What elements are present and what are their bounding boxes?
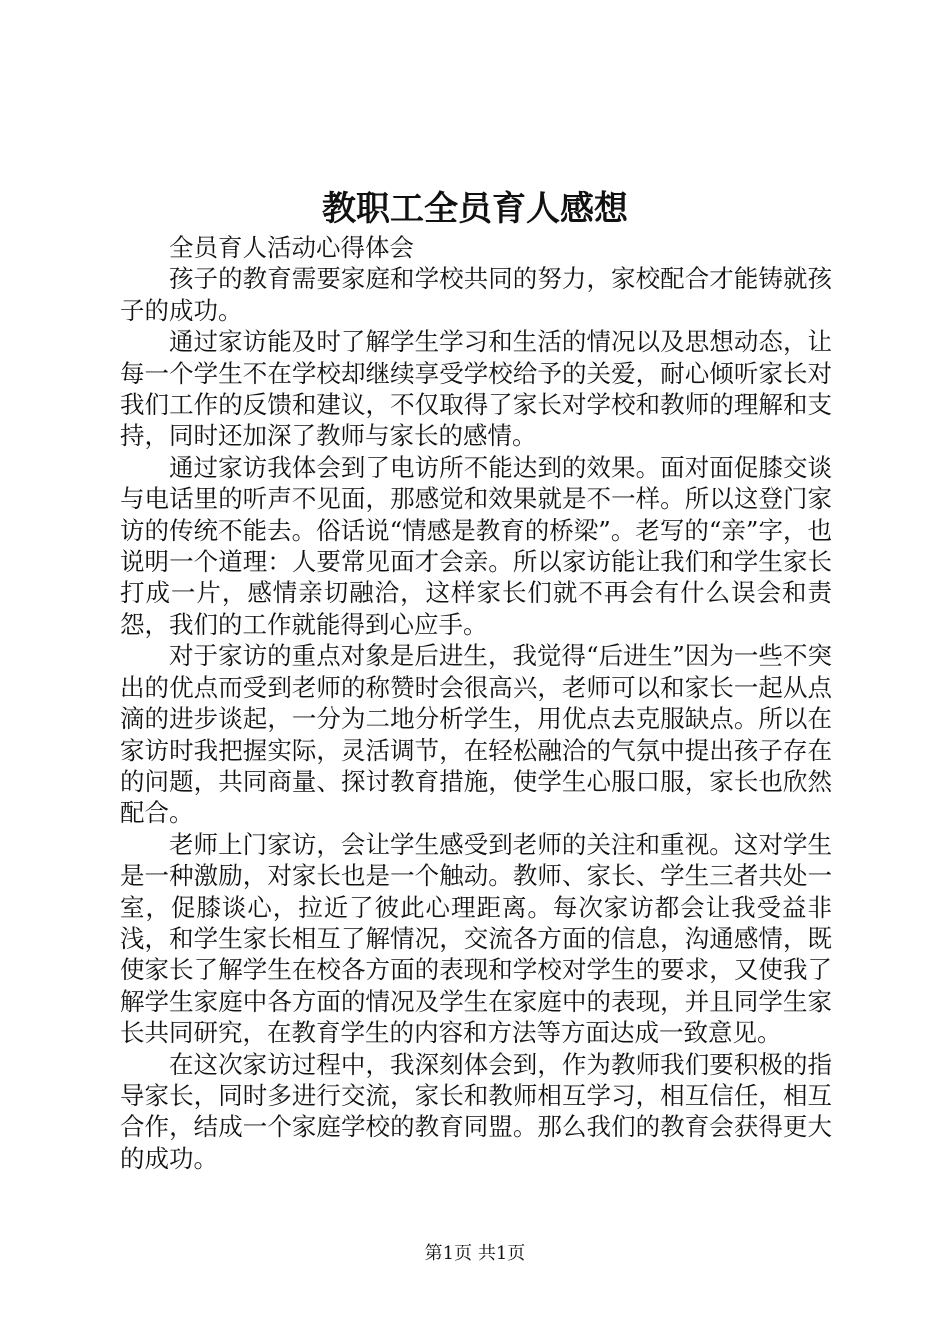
body-paragraph: 对于家访的重点对象是后进生，我觉得“后进生”因为一些不突出的优点而受到老师的称赞时会很高兴，老师可以和家长一起从点滴的进步谈起，一分为二地分析学生，用优点去克服缺点。所以在家访时我把握实际，灵活调节，在轻松融洽的气氛中提出孩子存在的问题，共同商量、探讨教育措施，使学生心服口服，家长也欣然配合。 <box>120 641 832 828</box>
body-paragraph: 在这次家访过程中，我深刻体会到，作为教师我们要积极的指导家长，同时多进行交流，家长和教师相互学习，相互信任，相互合作，结成一个家庭学校的教育同盟。那么我们的教育会获得更大的成功。 <box>120 1049 832 1173</box>
body-paragraph: 老师上门家访，会让学生感受到老师的关注和重视。这对学生是一种激励，对家长也是一个触动。教师、家长、学生三者共处一室，促膝谈心，拉近了彼此心理距离。每次家访都会让我受益非浅，和学生家长相互了解情况，交流各方面的信息，沟通感情，既使家长了解学生在校各方面的表现和学校对学生的要求，又使我了解学生家庭中各方面的情况及学生在家庭中的表现，并且同学生家长共同研究，在教育学生的内容和方法等方面达成一致意见。 <box>120 829 832 1048</box>
document-body <box>120 232 832 1174</box>
body-paragraph: 全员育人活动心得体会 <box>169 233 414 262</box>
document-title: 教职工全员育人感想 <box>322 189 628 229</box>
body-paragraph: 孩子的教育需要家庭和学校共同的努力，家校配合才能铸就孩子的成功。 <box>120 264 832 325</box>
body-paragraph: 通过家访我体会到了电访所不能达到的效果。面对面促膝交谈与电话里的听声不见面，那感觉和效果就是不一样。所以这登门家访的传统不能去。俗话说“情感是教育的桥梁”。老写的“亲”字，也说明一个道理：人要常见面才会亲。所以家访能让我们和学生家长打成一片，感情亲切融洽，这样家长们就不再会有什么误会和责怨，我们的工作就能得到心应手。 <box>120 452 832 639</box>
body-paragraph: 通过家访能及时了解学生学习和生活的情况以及思想动态，让每一个学生不在学校却继续享受学校给予的关爱，耐心倾听家长对我们工作的反馈和建议，不仅取得了家长对学校和教师的理解和支持，同时还加深了教师与家长的感情。 <box>120 327 832 451</box>
page-footer: 第1页 共1页 <box>424 1243 526 1264</box>
